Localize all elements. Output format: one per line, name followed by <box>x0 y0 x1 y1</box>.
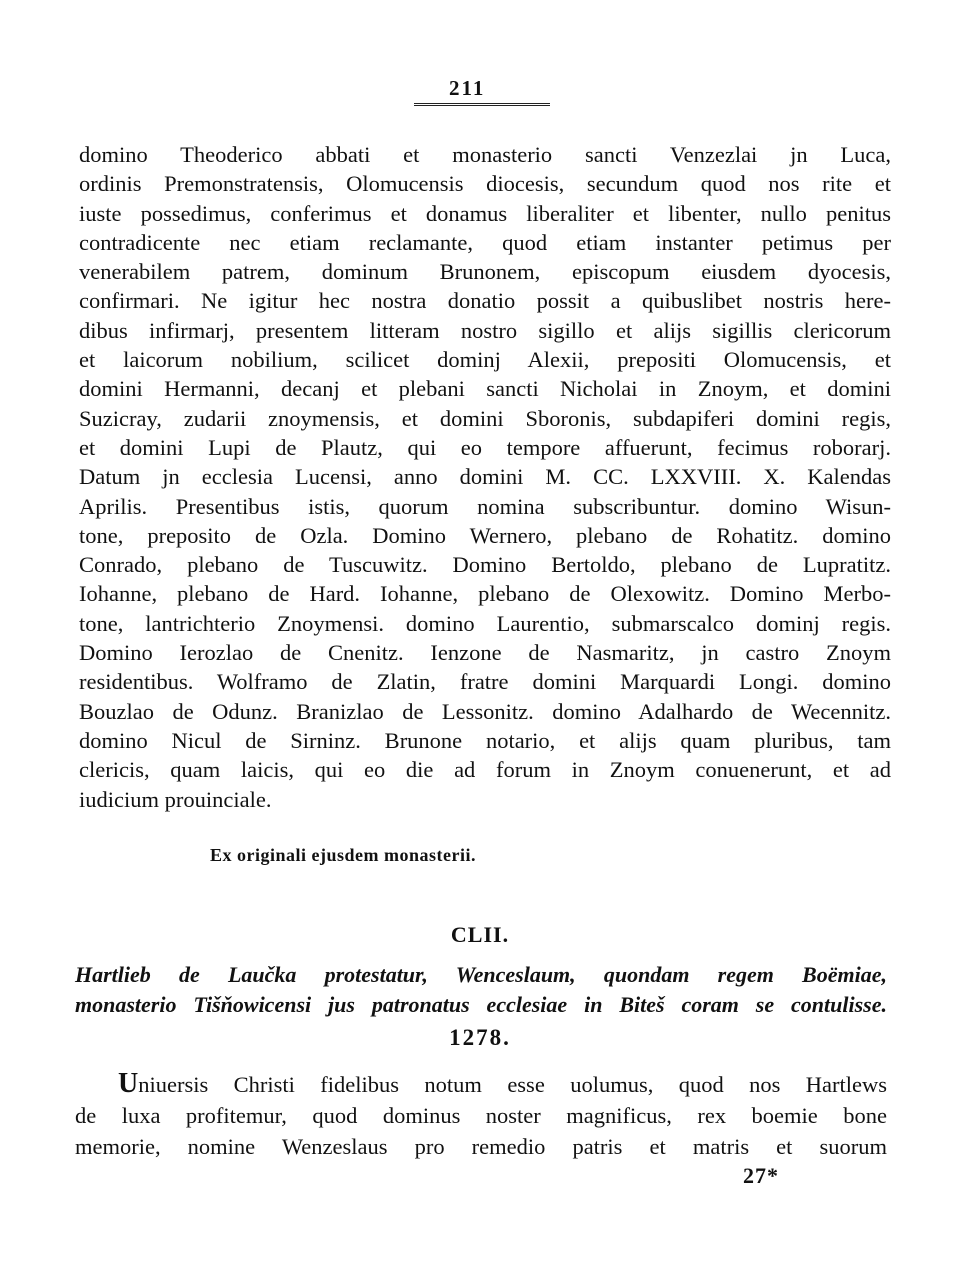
body-line: domino Theoderico abbati et monasterio sancti Venzezlai jn Luca, <box>79 142 891 167</box>
summary-line: Hartlieb de Laučka protestatur, Wenceslaum, quondam regem Boëmiae, <box>75 962 887 987</box>
body-line: ordinis Premonstratensis, Olomucensis diocesis, secundum quod nos rite et <box>79 171 891 197</box>
body-line: iudicium prouinciale. <box>79 786 272 812</box>
charter-first-line-text: niuersis Christi fidelibus notum esse uolumus, quod nos Hartlews <box>138 1072 887 1097</box>
body-line: residentibus. Wolframo de Zlatin, fratre domini Marquardi Longi. domino <box>79 669 891 695</box>
body-line: tone, lantrichterio Znoymensi. domino Laurentio, submarscalco dominj regis. <box>79 610 891 636</box>
body-line: et domini Lupi de Plautz, qui eo tempore affuerunt, fecimus roborarj. <box>79 434 891 460</box>
page-number-rule <box>414 103 550 106</box>
charter-text <box>75 1068 887 1162</box>
body-line: Conrado, plebano de Tuscuwitz. Domino Bertoldo, plebano de Lupratitz. <box>79 552 891 578</box>
initial-letter: U <box>118 1068 139 1099</box>
document-number: CLII. <box>450 922 510 947</box>
body-line: domino Nicul de Sirninz. Brunone notario, et alijs quam pluribus, tam <box>79 727 891 753</box>
body-line: Domino Ierozlao de Cnenitz. Ienzone de Nasmaritz, jn castro Znoym <box>79 640 891 666</box>
body-line: Bouzlao de Odunz. Branizlao de Lessonitz. domino Adalhardo de Wecennitz. <box>79 698 891 724</box>
body-line: et laicorum nobilium, scilicet dominj Alexii, prepositi Olomucensis, et <box>79 347 891 373</box>
body-line: tone, preposito de Ozla. Domino Wernero, plebano de Rohatitz. domino <box>79 522 891 548</box>
body-line: domini Hermanni, decanj et plebani sancti Nicholai in Znoym, et domini <box>79 376 891 402</box>
body-line: contradicente nec etiam reclamante, quod etiam instanter petimus per <box>79 229 891 255</box>
body-line: clericis, quam laicis, qui eo die ad forum in Znoym conuenerunt, et ad <box>79 757 891 783</box>
body-line: confirmari. Ne igitur hec nostra donatio possit a quibuslibet nostris here- <box>79 288 891 314</box>
signature-mark: 27* <box>743 1163 779 1188</box>
charter-line: memorie, nomine Wenzeslaus pro remedio patris et matris et suorum <box>75 1134 887 1159</box>
body-line: venerabilem patrem, dominum Brunonem, episcopum eiusdem dyocesis, <box>79 259 891 285</box>
document-year: 1278. <box>449 1025 511 1050</box>
document-summary <box>75 960 887 1020</box>
body-line: Suzicray, zudarii znoymensis, et domini Sboronis, subdapiferi domini regis, <box>79 405 891 431</box>
charter-body-text <box>79 140 891 814</box>
body-line: iuste possedimus, conferimus et donamus liberaliter et libenter, nullo penitus <box>79 200 891 226</box>
charter-line: de luxa profitemur, quod dominus noster magnificus, rex boemie bone <box>75 1103 887 1128</box>
source-note: Ex originali ejusdem monasterii. <box>210 845 476 865</box>
body-line: Datum jn ecclesia Lucensi, anno domini M. CC. LXXVIII. X. Kalendas <box>79 464 891 490</box>
summary-line: monasterio Tišňowicensi jus patronatus ecclesiae in Biteš coram se contulisse. <box>75 992 887 1017</box>
body-line: Aprilis. Presentibus istis, quorum nomina subscribuntur. domino Wisun- <box>79 493 891 519</box>
charter-first-line <box>75 1068 887 1100</box>
page-number: 211 <box>449 76 486 100</box>
body-line: Iohanne, plebano de Hard. Iohanne, plebano de Olexowitz. Domino Merbo- <box>79 581 891 607</box>
body-line: dibus infirmarj, presentem litteram nostro sigillo et alijs sigillis clericorum <box>79 317 891 343</box>
